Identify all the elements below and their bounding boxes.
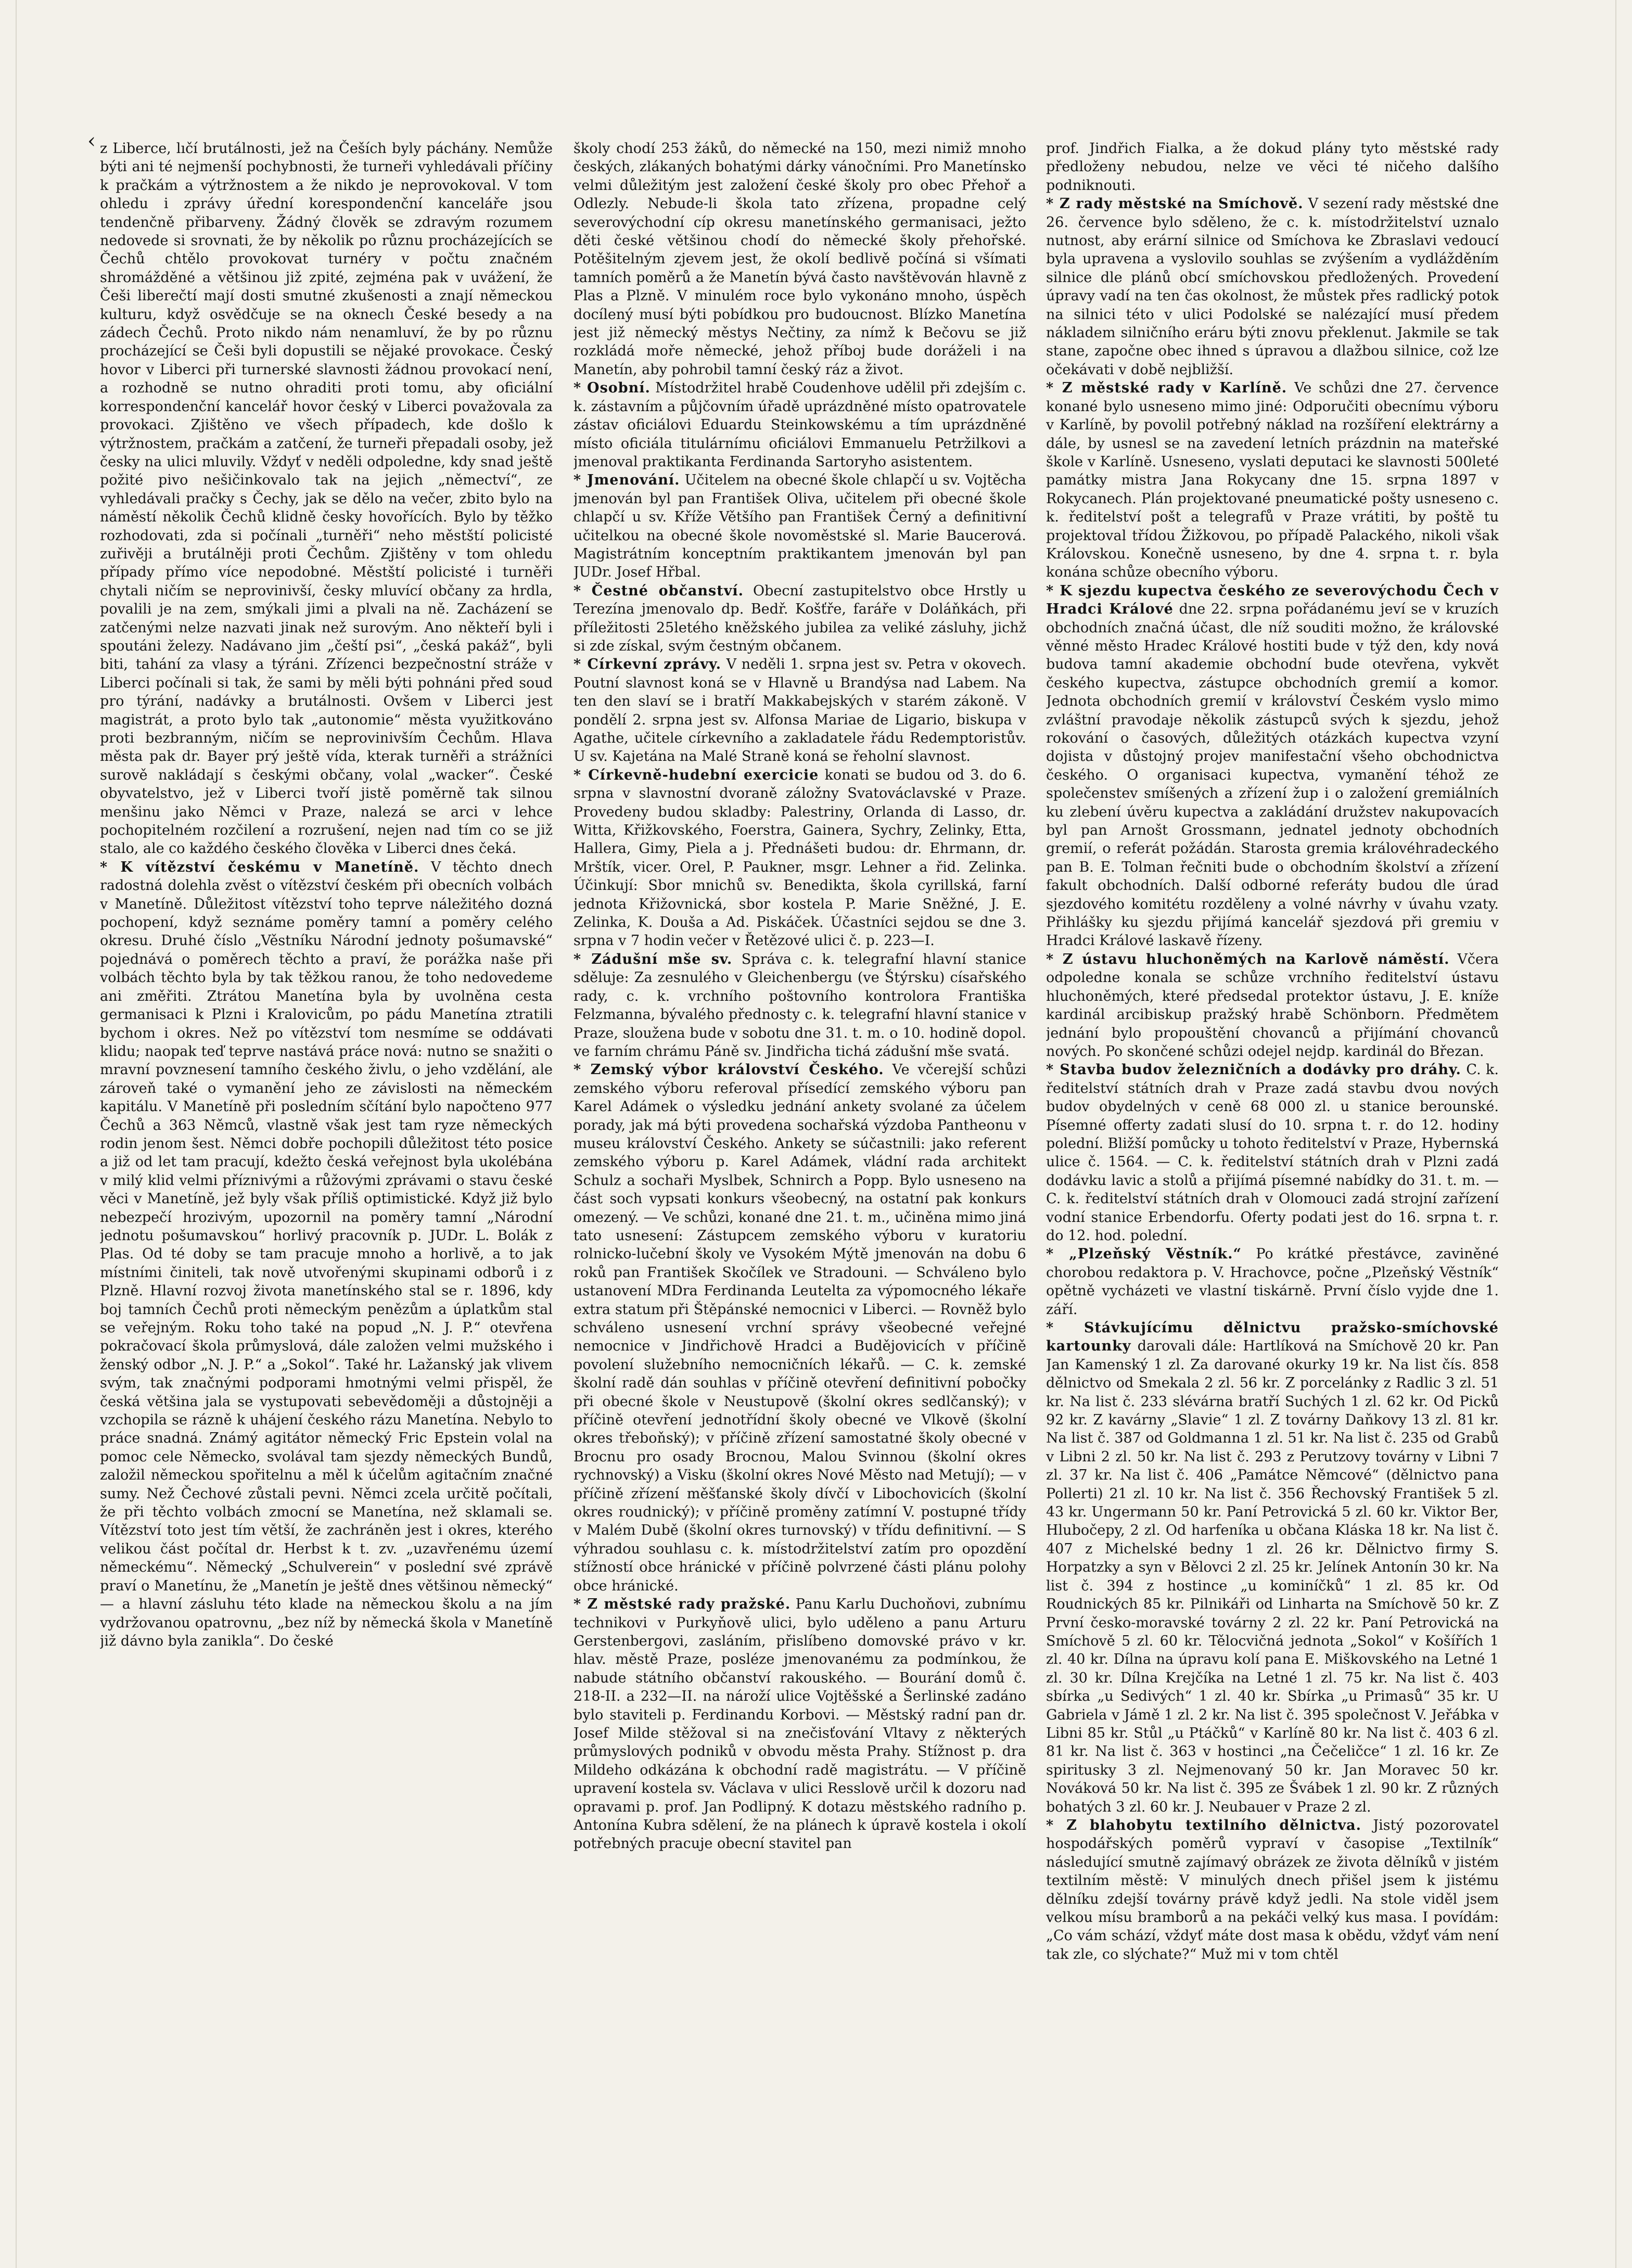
article-manetin bbox=[100, 858, 553, 1650]
article-manetin-continued: školy chodí 253 žáků, do německé na 150, mezi nimiž mnoho českých, zlákaných bohatými dárky vánočními. Pro Manetínsko velmi důležitým jest založení české školy pro obec Přehoř a Odlezly. Nebude-li škola tato zřízena, propadne celý severovýchodní cíp okresu manetínského germanisaci, ježto děti české většinou chodí do německé školy přehořské. Potěšitelným zjevem jest, že okolí bedlivě počíná si všímati tamních poměrů a že Manetín bývá často navštěvován hlavně z Plas a Plzně. V minulém roce bylo vykonáno mnoho, úspěch docílený musí býti pobídkou pro budoucnost. Blízko Manetína jest již německý městys Nečtiny, za nímž k Bečovu se již rozkládá moře německé, jehož příboj bude doráželi i na Manetín, aby pohrobil tamní český ráz a život. bbox=[573, 141, 1026, 378]
article-body: C. k. ředitelství státních drah v Praze zadá stavbu dvou nových budov obydelných v ceně 68 000 zl. u stanice berounské. Písemné offerty zadati slusí do 10. srpna t. r. do 12. hodiny polední. Bližší pomůcky u tohoto ředitelství v Praze, Hybernská ulice č. 1564. — C. k. ředitelství státních drah v Plzni zadá dodávku lavic a stolů a přijímá písemné nabídky do 31. t. m. — C. k. ředitelství státních drah v Olomouci zadá strojní zařízení vodní stanice Erbendorfu. Oferty podati jest do 16. srpna t. r. do 12. hod. polední. bbox=[1046, 1062, 1499, 1244]
article-body: Správa c. k. telegrafní hlavní stanice sděluje: Za zesnulého v Gleichenbergu (ve Štýrsku) císařského rady, c. k. vrchního poštovního kontrolora Františka Felzmanna, bývalého přednosty c. k. telegrafní hlavní stanice v Praze, sloužena bude v sobotu dne 31. t. m. o 10. hodině dopol. ve farním chrámu Páně sv. Jindřicha tichá zádušní mše svatá. bbox=[573, 951, 1026, 1060]
article-body: V těchto dnech radostná dolehla zvěst o vítězství českém při obecních volbách v Manetíně. Důležitost vítězství toho teprve náležitého dozná pochopení, když seznáme poměry tamní a poměry celého okresu. Druhé číslo „Věstníku Národní jednoty pošumavské“ pojednává o poměrech těchto a praví, že porážka naše při volbách těchto byla by tak těžkou ranou, že toho nedovedeme ani změřiti. Ztrátou Manetína byla by uvolněna cesta germanisaci k Plzni i Kralovicům, po pádu Manetína ztratili bychom i okres. Než po vítězství tom nesmíme se oddávati klidu; naopak teď teprve nastává práce nová: nutno se snažiti o mravní povznesení tamního českého živlu, o jeho vzdělání, ale zároveň také o vymanění jeho ze závislosti na německém kapitálu. V Manetíně při posledním sčítání bylo napočteno 977 Čechů a 363 Němců, vlastně však jest tam ryze německých rodin jenom šest. Němci dobře pochopili důležitost této posice a již od let tam pracují, kdežto česká veřejnost byla ukolébána v milý klid velmi příznivými a růžovými zprávami o stavu české věci v Manetíně, jež byly však příliš optimistické. Když již bylo nebezpečí hrozivým, upozornil na poměry tamní „Národní jednotu pošumavskou“ horlivý pracovník p. JUDr. L. Bolák z Plas. Od té doby se tam pracuje mnoho a horlivě, a to jak místními činiteli, tak nově utvořenými skupinami odborů i z Plzně. Hlavní rozvoj života manetínského stal se r. 1896, kdy boj tamních Čechů proti německým penězům a úplatkům stal se veřejným. Roku toho také na popud „N. J. P.“ otevřena pokračovací škola průmyslová, dále založen velmi mužského i ženský odbor „N. J. P.“ a „Sokol“. Také hr. Lažanský jak vlivem svým, tak značnými podporami hmotnými velmi přispěl, že česká většina jala se vystupovati sebevědoměji a důstojněji a vzchopila se rázně k uhájení českého rázu Manetína. Nebylo to práce snadná. Známý agitátor německý Fric Epstein volal na pomoc cele Německo, svolával tam sjezdy německých Bundů, založil německou spořitelnu a měl k účelům agitačním značné sumy. Než Čechové zůstali pevni. Němci zcela určitě počítali, že při těchto volbách zmocní se Manetína, než sklamali se. Vítězství toto jest tím větší, že zachráněn jest i okres, kterého velikou část počítal dr. Herbst k t. zv. „uzavřenému území německému“. Německý „Schulverein“ v poslední své zprávě praví o Manetínu, že „Manetín je ještě dnes většinou německý“ — a hlavní zásluhu této klade na německou školu a na jím vydržovanou opatrovnu, „bez níž by německá škola v Manetíně již dávno byla zanikla“. Do české bbox=[100, 859, 553, 1649]
column-middle bbox=[573, 139, 1026, 2232]
article-heading: * Zádušní mše sv. bbox=[573, 951, 733, 967]
scan-edge-right bbox=[1615, 0, 1616, 2268]
article-heading: * Čestné občanství. bbox=[573, 582, 744, 599]
article-body: Ve schůzi dne 27. července konané bylo usneseno mimo jiné: Odporučiti obecnímu výboru v Karlíně, by povolil potřebný náklad na rozšíření elektrárny a dále, by usnesl se na zavedení letních prázdnin na mateřské škole v Karlíně. Usneseno, vyslati deputaci ke slavnosti 500leté památky mistra Jana Rokycany dne 15. srpna 1897 v Rokycanech. Plán projektované pneumatické pošty usneseno c. k. ředitelství pošt a telegrafů v Praze vrátiti, by poště tu projektoval třídou Žižkovou, po případě Palackého, nikoli však Královskou. Konečně usneseno, by dne 4. srpna t. r. byla konána schůze obecního výboru. bbox=[1046, 380, 1499, 581]
article-smichov bbox=[1046, 195, 1499, 379]
article-heading: * Z blahobytu textilního dělnictva. bbox=[1046, 1817, 1362, 1833]
article-heading: * „Plzeňský Věstník.“ bbox=[1046, 1246, 1242, 1263]
article-heading: * Církevně-hudební exercicie bbox=[573, 767, 819, 783]
article-heading: * K vítězství českému v Manetíně. bbox=[100, 859, 419, 875]
article-mestska-rada-prazska bbox=[573, 1595, 1026, 1853]
article-karlin bbox=[1046, 379, 1499, 581]
article-body: Učitelem na obecné škole chlapčí u sv. Vojtěcha jmenován byl pan František Oliva, učitelem při obecné škole chlapčí u sv. Kříže Většího pan František Černý a definitivní učitelkou na obecné škole novoměstské sl. Marie Baucerová. Magistrátním konceptním praktikantem jmenován byl pan JUDr. Josef Hřbal. bbox=[573, 472, 1026, 581]
article-body: konati se budou od 3. do 6. srpna v slavnostní dvoraně záložny Svatováclavské v Praze. Provedeny budou skladby: Palestriny, Orlanda di Lasso, dr. Witta, Křižkovského, Foerstra, Gainera, Sychry, Zelinky, Etta, Hallera, Gimy, Piela a j. Přednášeti budou: dr. Ehrmann, dr. Mrštík, vicer. Orel, P. Paukner, msgr. Lehner a řid. Zelinka. Účinkují: Sbor mnichů sv. Benedikta, škola cyrillská, farní jednota Křižovnická, sbor kostela P. Marie Sněžné, J. E. Zelinka, K. Douša a Ad. Piskáček. Účastníci sejdou se dne 3. srpna v 7 hodin večer v Řetězové ulici č. p. 223—I. bbox=[573, 767, 1026, 949]
article-exercicie bbox=[573, 766, 1026, 950]
article-body: darovali dále: Hartlíková na Smíchově 20 kr. Pan Jan Kamenský 1 zl. Za darované okurky 19 kr. Na list čís. 858 dělnictvo od Smekala 2 zl. 56 kr. Z porcelánky z Radlic 3 zl. 51 kr. Na list č. 233 slévárna bratří Suchých 1 zl. 62 kr. Od Picků 92 kr. Z kavárny „Slavie“ 1 zl. Z továrny Daňkovy 13 zl. 81 kr. Na list č. 387 od Goldmanna 1 zl. 51 kr. Na list č. 235 od Grabů v Libni 2 zl. 50 kr. Na list č. 293 z Perutzovy továrny v Libni 7 zl. 37 kr. Na list č. 406 „Památce Němcové“ (dělnictvo pana Pollerti) 21 zl. 10 kr. Na list č. 356 Řechovský František 5 zl. 43 kr. Ungermann 50 kr. Paní Petrovická 5 zl. 60 kr. Viktor Ber, Hlubočepy, 2 zl. Od harfeníka u občana Kláska 18 kr. Na list č. 407 z Michelské bedny 1 zl. 26 kr. Dělnictvo firmy S. Horpatzky a syn v Bělovci 2 zl. 25 kr. Jelínek Antonín 30 kr. Na list č. 394 z hostince „u kominíčků“ 1 zl. 85 kr. Od Roudnických 85 kr. Pilnikáři od Linharta na Smíchově 50 kr. Z První česko-moravské továrny 2 zl. 22 kr. Paní Petrovická na Smíchově 5 zl. 60 kr. Tělocvičná jednota „Sokol“ v Košířích 1 zl. 40 kr. Dílna na úpravu kolí pana E. Miškovského na Letné 1 zl. 30 kr. Dílna Krejčíka na Letné 1 zl. 75 kr. Na list č. 403 sbírka „u Sedivých“ 1 zl. 40 kr. Sbírka „u Primasů“ 35 kr. U Gabriela v Jámě 1 zl. 2 kr. Na list č. 395 společnost V. Jeřábka v Libni 85 kr. Stůl „u Ptáčků“ v Karlíně 80 kr. Na list č. 403 6 zl. 81 kr. Na list č. 363 v hostinci „na Čečeličce“ 1 zl. 16 kr. Ze spiritusky 3 zl. Nejmenovaný 50 kr. Jan Moravec 50 kr. Nováková 50 kr. Na list č. 395 ze Švábek 1 zl. 90 kr. Z různých bohatých 3 zl. 60 kr. J. Neubauer v Praze 2 zl. bbox=[1046, 1338, 1499, 1815]
article-cestne-obcanstvi bbox=[573, 582, 1026, 656]
article-heading: * Z městské rady v Karlíně. bbox=[1046, 380, 1287, 397]
article-heading: * Z rady městské na Smíchově. bbox=[1046, 196, 1304, 212]
article-body: Panu Karlu Duchoňovi, zubnímu technikovi v Purkyňově ulici, bylo uděleno a panu Arturu Gerstenbergovi, zasláním, přislíbeno domovské právo v kr. hlav. městě Praze, posléze jmenovanému za podmínkou, že nabude státního občanství rakouského. — Bourání domů č. 218-II. a 232—II. na nároží ulice Vojtěšské a Šerlinské zadáno bylo staviteli p. Ferdinandu Korbovi. — Městský radní pan dr. Josef Milde stěžoval si na znečisťování Vltavy z některých průmyslových podniků v obvodu města Prahy. Stížnost p. dra Mildeho odkázána k obchodní radě magistrátu. — V příčině upravení kostela sv. Václava v ulici Resslově určil k dozoru nad opravami p. prof. Jan Podlipný. K dotazu městského radního p. Antonína Kubra sdělení, že na plánech k úpravě kostela i okolí potřebných pracuje obecní stavitel pan bbox=[573, 1596, 1026, 1852]
article-stavba-budov bbox=[1046, 1061, 1499, 1245]
article-body: V sezení rady městské dne 26. července bylo sděleno, že c. k. místodržitelství uznalo nutnost, aby erární silnice od Smíchova ke Zbraslavi vedoucí byla upravena a vyslovilo souhlas se zvýšením a vydlážděním silnice dle plánů obcí smíchovskou předložených. Provedení úpravy vadí na ten čas okolnost, že můstek přes radlický potok na silnici této v ulici Podolské se nalézající musí předem nákladem silničního eráru býti znovu překlenut. Jakmile se tak stane, započne obec ihned s úpravou a dlažbou silnice, což lze očekávati v době nejbližší. bbox=[1046, 196, 1499, 378]
article-body: Místodržitel hrabě Coudenhove udělil při zdejším c. k. zástavním a půjčovním úřadě uprázdněné místo opatrovatele zástav oficiálovi Eduardu Steinkowskému a tím uprázdněné místo oficiála titulárnímu oficiálovi Emmanuelu Petržilkovi a jmenoval praktikanta Ferdinanda Sartoryho asistentem. bbox=[573, 380, 1026, 470]
article-body: V neděli 1. srpna jest sv. Petra v okovech. Poutní slavnost koná se v Hlavně u Brandýsa nad Labem. Na ten den slaví se i bratří Makkabejských v starém zákoně. V pondělí 2. srpna jest sv. Alfonsa Mariae de Ligario, biskupa v Agathe, učitele církevního a zakladatele řádu Redemptoristův. U sv. Kajetána na Malé Straně koná se řeholní slavnost. bbox=[573, 656, 1026, 765]
article-heading: * Z městské rady pražské. bbox=[573, 1596, 791, 1613]
article-body: dne 22. srpna pořádanému jeví se v kruzích obchodních značná účast, dle níž souditi možno, že královské věnné město Hradec Králové hostiti bude v týž den, kdy nová budova tamní akademie obchodní bude otevřena, vykvět českého kupectva, zástupce obchodních gremií a komor. Jednota obchodních gremií v království Českém vyslo mimo zvláštní pravodaje několik zástupců svých k sjezdu, jehož rokování o časových, důležitých otázkách kupectva vzyní dojista v důstojný projev manifestační všeho obchodnictva českého. O organisaci kupectva, vymanění téhož ze společenstev smíšených a zřízení žup i o založení gremiálních ku zlebení úvěru kupectva a zakládání družstev nakupovacích byl pan Arnošt Grossmann, jednatel jednoty obchodních gremií, o referát požádán. Starosta gremia královéhradeckého pan B. E. Tolman řečniti bude o obchodním školství a zřízení fakult obchodních. Další odborné referáty budou dle úrad sjezdového komitétu rozděleny a volné návrhy v úvahu vzaty. Přihlášky ku sjezdu přijímá kancelář sjezdová při gremiu v Hradci Králové laskavě řízeny. bbox=[1046, 601, 1499, 949]
article-cirkevni-zpravy bbox=[573, 655, 1026, 766]
article-body: Ve včerejší schůzi zemského výboru referoval přísedící zemského výboru pan Karel Adámek o výsledku jednání ankety svolané za účelem porady, jak má býti provedena sochařská výzdoba Pantheonu v museu království Českého. Ankety se súčastnili: jako referent zemského výboru p. Karel Adámek, vládní rada architekt Schulz a sochaři Myslbek, Schnirch a Popp. Bylo usneseno na část soch vypsati konkurs všeobecný, na ostatní pak konkurs omezený. — Ve schůzi, konané dne 21. t. m., učiněna mimo jiná tato usnesení: Zástupcem zemského výboru v kuratoriu rolnicko-lučební školy ve Vysokém Mýtě jmenován na dobu 6 roků pan František Skočílek ve Stradouni. — Schváleno bylo ustanovení MDra Ferdinanda Leutelta za výpomocného lékaře extra statum při Štěpánské nemocnici v Liberci. — Rovněž bylo schváleno usnesení vrchní správy všeobecné veřejné nemocnice v Jindřichově Hradci a Budějovicích v příčině povolení služebního nemocničních lékařů. — C. k. zemské školní radě dán souhlas v příčině otevření definitivní pobočky při obecné škole v Neustupově (školní okres sedlčanský); v příčině otevření jednotřídní školy obecné ve Vlkově (školní okres třeboňský); v příčině zřízení samostatné školy obecné v Brocnu pro osady Brocnou, Malou Svinnou (školní okres rychnovský) a Visku (školní okres Nové Město nad Metují); — v příčině zřízení měšťanské školy dívčí v Libochovicích (školní okres roudnický); v příčině proměny zatímní V. postupné třídy v Malém Dubě (školní okres turnovský) v třídu definitivní. — S výhradou souhlasu c. k. místodržitelství zatím pro opozdění stížností obce hránické v příčině polvrzené části plánu polohy obce hránické. bbox=[573, 1062, 1026, 1594]
article-body: Obecní zastupitelstvo obce Hrstly u Terezína jmenovalo dp. Bedř. Košťře, faráře v Doláňkách, při příležitosti 25letého kněžského jubilea za veliké zásluhy, jichž si zde získal, svým čestným občanem. bbox=[573, 582, 1026, 654]
article-hluchonemi bbox=[1046, 950, 1499, 1061]
article-osobni bbox=[573, 379, 1026, 471]
column-right bbox=[1046, 139, 1499, 2232]
article-stavkujici bbox=[1046, 1319, 1499, 1816]
article-heading: * K sjezdu kupectva českého ze severovýchodu Čech v Hradci Králové bbox=[1046, 582, 1499, 618]
scan-edge-left bbox=[16, 0, 17, 2268]
article-liberec-continued: z Liberce, lıčí brutálnosti, jež na Češích byly páchány. Nemůže býti ani té nejmenší pochybnosti, že turneři vyhledávali příčiny k pračkám a výtržnostem a že nikdo je neprovokoval. V tom ohledu i zprávy úřední korespondenční kanceláře jsou tendenčně přibarveny. Žádný člověk se zdravým rozumem nedovede si srovnati, že by několik po různu procházejících se Čechů chtělo provokovat turnéry v počtu značném shromážděné a většinou již zpité, zejména pak v uvážení, že Češi liberečtí mají dosti smutné zkušenosti a znají německou kulturu, když osvědčuje se na okneclı České besedy a na zádech Čechů. Proto nikdo nám nenamluví, že by po různu procházející se Češi byli dopustili se nějaké provokace. Český hovor v Liberci při turnerské slavnosti žádnou provokací není, a rozhodně se nutno ohraditi proti tomu, aby oficiální korrespondenční kancelář hovor český v Liberci považovala za provokaci. Zjištěno ve všech případech, kde došlo k výtržnostem, pračkám a zatčení, že turneři přepadali osoby, jež česky na ulici mluvily. Vždyť v neděli odpoledne, kdy snad ještě požité pivo nešičinkovalo tak na jejich „němectví“, ze vyhledávali pračky s Čechy, jak se dělo na večer, zbito bylo na náměstí několik Čechů klidně česky hovořících. Bylo by těžko rozhodovati, zda si počínali „turněři“ neho městští policisté zuřivěji a brutálněji proti Čechům. Zjištěny v tom ohledu případy přímo více nepodobné. Městští policisté i turněři chytali ničím se neprovinivší, česky mluvící občany za hrdla, povalili je na zem, smýkali jimi a plvali na ně. Zacházení se zatčenými nelze nazvati jinak než surovým. Ano někteří byli i spoutáni železy. Nadávano jim „čeští psi“, „česká pakáž“, byli biti, tahání za vlasy a týráni. Zřízenci bezpečnostní stráže v Liberci počínali si tak, že sami by měli býti pohnáni před soud pro týrání, nadávky a brutálnosti. Ovšem v Liberci jest magistrát, a proto bylo tak „autonomie“ města využitkováno proti bezbranným, ničím se neprovinivším Čechům. Hlava města pak dr. Bayer prý ještě vída, kterak turněři a strážníci surově nakládají s českými občany, volal „wacker“. České obyvatelstvo, jež v Liberci tvoří jistě poměrně tak silnou menšinu jako Němci v Praze, nalezá se arci v lehce pochopitelném rozčilení a rozrušení, nejen nad tím co se již stalo, ale co každého českého člověka v Liberci dnes čeká. bbox=[100, 141, 553, 857]
article-prazska-continued: prof. Jindřich Fialka, a že dokud plány tyto městské rady předloženy nebudou, nelze ve věci té ničeho dalšího podniknouti. bbox=[1046, 141, 1499, 194]
article-heading: * Stavba budov železničních a dodávky pro dráhy. bbox=[1046, 1062, 1461, 1078]
article-sjezd-kupectva bbox=[1046, 582, 1499, 950]
article-body: Včera odpoledne konala se schůze vrchního ředitelství ústavu hluchoněmých, které předsedal protektor ústavu, J. E. kníže kardinál arcibiskup pražský hrabě Schönborn. Předmětem jednání bylo propouštění chovanců a přijímání chovanců nových. Po skončené schůzi odejel nejdp. kardinál do Březan. bbox=[1046, 951, 1499, 1060]
article-zadusni-mse bbox=[573, 950, 1026, 1061]
article-body: Po krátké přestávce, zaviněné chorobou redaktora p. V. Hrachovce, počne „Plzeňský Věstník“ opětně vycházeti ve vlastní tiskárně. První číslo vyjde dne 1. září. bbox=[1046, 1246, 1499, 1318]
article-heading: * Z ústavu hluchoněmých na Karlově náměstí. bbox=[1046, 951, 1450, 967]
article-zemsky-vybor bbox=[573, 1061, 1026, 1595]
article-plzensky-vestnik bbox=[1046, 1245, 1499, 1319]
margin-mark: ‹ bbox=[87, 129, 96, 153]
article-heading: * Církevní zprávy. bbox=[573, 656, 722, 673]
article-heading: * Jmenování. bbox=[573, 472, 680, 489]
article-heading: * Zemský výbor království Českého. bbox=[573, 1062, 884, 1078]
article-jmenovani bbox=[573, 471, 1026, 581]
article-heading: * Stávkujícímu dělnictvu pražsko-smíchovské kartounky bbox=[1046, 1320, 1499, 1355]
article-textilni-delnictvo bbox=[1046, 1816, 1499, 1964]
article-body: Jistý pozorovatel hospodářských poměrů vypraví v časopise „Textilník“ následující smutně zajímavý obrázek ze života dělníků v jistém textilním městě: V minulých dnech přišel jsem k jistému dělníku zdejší továrny právě když jedli. Na stole viděl jsem velkou mísu bramborů a na pekáči velký kus masa. I povídám: „Co vám schází, vždyť máte dost masa k obědu, vždyť vám není tak zle, co slýchate?“ Muž mi v tom chtěl bbox=[1046, 1817, 1499, 1963]
column-left bbox=[100, 139, 553, 2232]
article-heading: * Osobní. bbox=[573, 380, 651, 397]
